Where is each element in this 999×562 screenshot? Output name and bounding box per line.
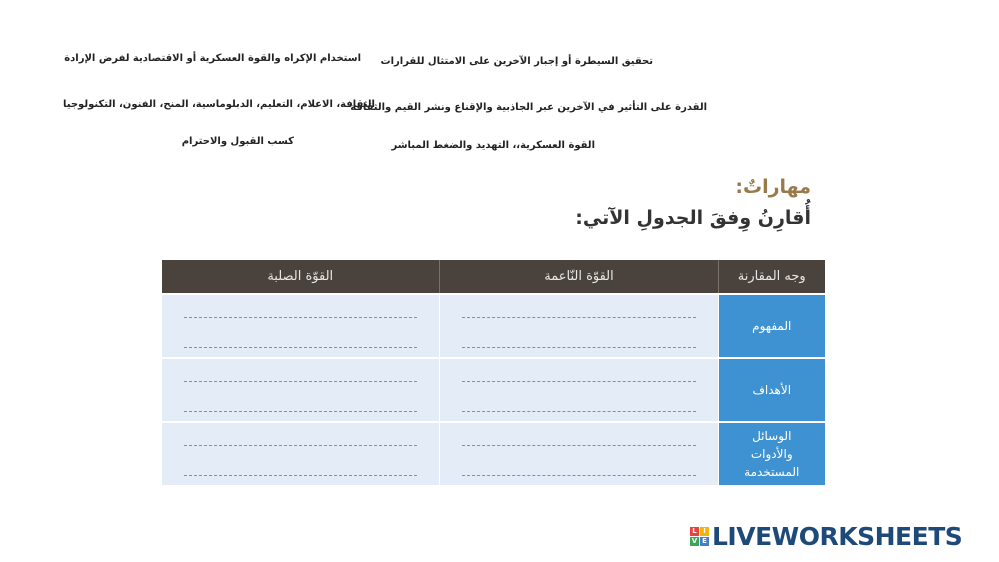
drop-zone-hard-tools[interactable] — [162, 422, 440, 485]
answer-line — [462, 411, 696, 412]
answer-line — [184, 317, 417, 318]
logo-text: LIVEWORKSHEETS — [712, 522, 963, 551]
logo-tile-e: E — [700, 537, 709, 546]
option-military-economic-force[interactable]: استخدام الإكراه والقوة العسكرية أو الاقتصادية لفرض الإرادة — [64, 53, 361, 64]
answer-line — [184, 411, 417, 412]
option-culture-media[interactable]: الثقافة، الاعلام، التعليم، الدبلوماسية، المنح، الفنون، التكنولوجيا — [63, 99, 375, 110]
answer-line — [462, 475, 696, 476]
table-row — [162, 422, 825, 485]
row-label-concept: المفهوم — [719, 294, 825, 358]
comparison-table — [161, 260, 825, 485]
header-hard-power: القوّة الصلبة — [162, 260, 440, 294]
answer-line — [462, 347, 696, 348]
option-military-threat[interactable]: القوة العسكرية،، التهديد والضغط المباشر — [391, 140, 595, 151]
table-row — [162, 358, 825, 422]
answer-line — [462, 317, 696, 318]
table-row — [162, 294, 825, 358]
answer-line — [184, 475, 417, 476]
answer-line — [184, 347, 417, 348]
header-soft-power: القوّة النّاعمة — [440, 260, 719, 294]
logo-tile-l: L — [690, 527, 699, 536]
drop-zone-soft-tools[interactable] — [440, 422, 719, 485]
option-influence-attraction[interactable]: القدرة على التأثير في الآخرين عبر الجاذبية والإقناع ونشر القيم والثقافة — [350, 102, 707, 113]
drop-zone-soft-concept[interactable] — [440, 294, 719, 358]
row-label-tools: الوسائل والأدوات المستخدمة — [719, 422, 825, 485]
drop-zone-hard-concept[interactable] — [162, 294, 440, 358]
option-control-compliance[interactable]: تحقيق السيطرة أو إجبار الآخرين على الامتثال للقرارات — [380, 56, 653, 67]
option-acceptance-respect[interactable]: كسب القبول والاحترام — [181, 136, 294, 147]
liveworksheets-logo-icon — [690, 527, 709, 546]
instruction-heading: أُقارِنُ وِفقَ الجدولِ الآتي: — [575, 207, 811, 229]
drop-zone-hard-goals[interactable] — [162, 358, 440, 422]
answer-line — [184, 445, 417, 446]
header-comparison-aspect: وجه المقارنة — [719, 260, 825, 294]
liveworksheets-logo — [690, 522, 962, 551]
logo-tile-i: I — [700, 527, 709, 536]
answer-line — [462, 381, 696, 382]
drop-zone-soft-goals[interactable] — [440, 358, 719, 422]
row-label-goals: الأهداف — [719, 358, 825, 422]
answer-line — [462, 445, 696, 446]
table-header-row — [162, 260, 825, 294]
logo-tile-v: V — [691, 537, 698, 545]
skills-heading: مهاراتٌ: — [735, 176, 811, 198]
answer-line — [184, 381, 417, 382]
